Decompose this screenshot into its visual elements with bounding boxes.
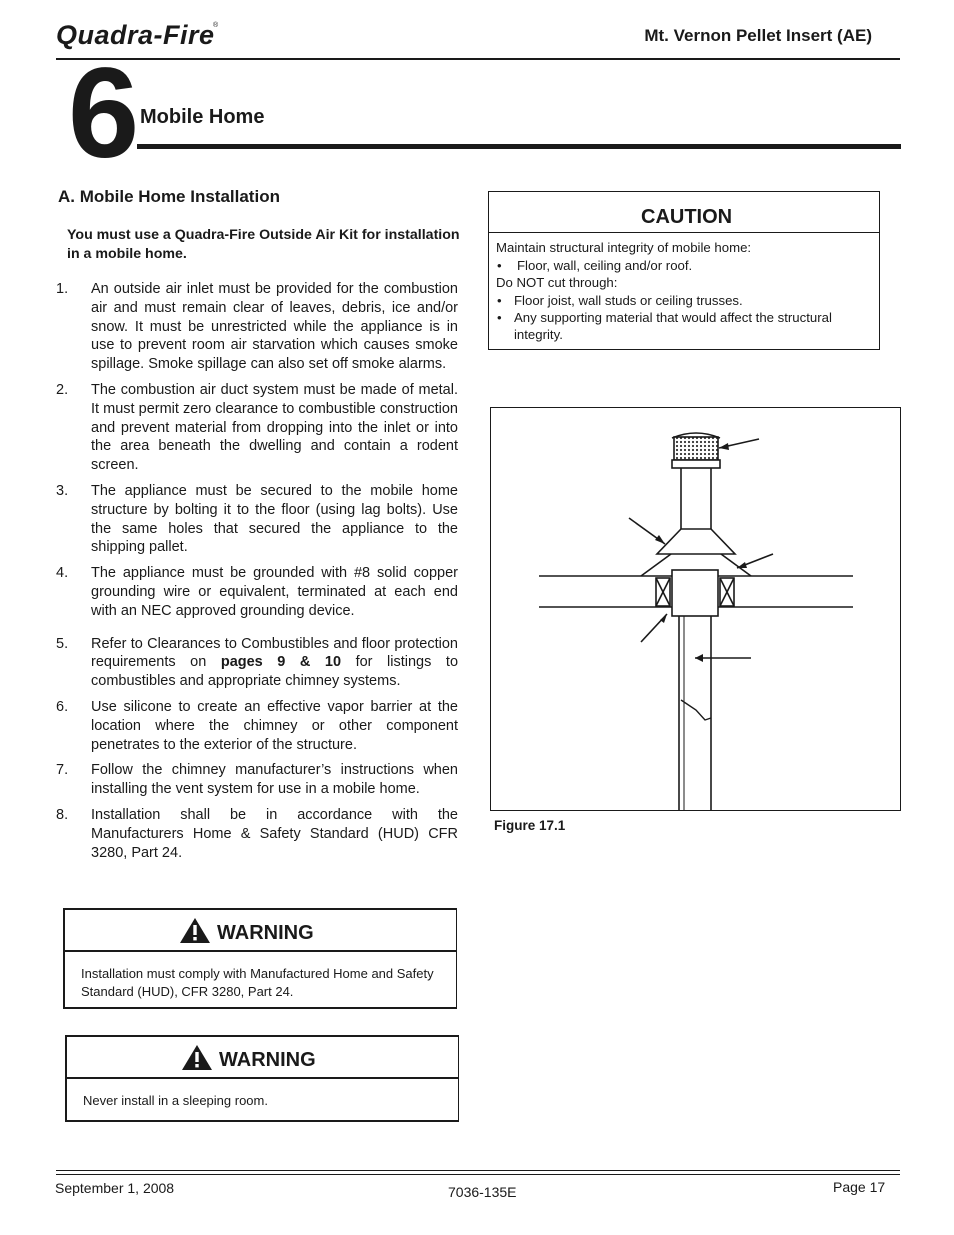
list-item <box>56 564 458 620</box>
warning-triangle-icon <box>181 1044 213 1071</box>
step-number: 3. <box>56 482 69 499</box>
list-item <box>56 381 458 475</box>
installation-steps <box>56 280 458 869</box>
bullet-glyph: • <box>497 310 502 325</box>
bullet-glyph: • <box>497 293 502 308</box>
warning-title: WARNING <box>217 922 314 944</box>
step-text: Follow the chimney manufacturer’s instructions when installing the vent system for use in a mobile home. <box>91 762 458 798</box>
chapter-number: 6 <box>68 42 136 185</box>
warning-box <box>63 908 457 1009</box>
warning-box <box>65 1035 459 1122</box>
step-text-part: Refer to Clearances to Combustibles and floor protection requirements on <box>91 635 458 671</box>
brand-logo: Quadra-Fire <box>56 20 215 50</box>
step-text: The appliance must be grounded with #8 solid copper grounding wire or equivalent, terminated at each end with an NEC approved grounding device. <box>91 565 458 619</box>
warning-header <box>65 910 456 952</box>
step-text: Use silicone to create an effective vapor barrier at the location where the chimney or other component penetrates to the exterior of the structure. <box>91 698 458 753</box>
caution-bullet <box>496 257 871 274</box>
step-text <box>91 635 458 691</box>
footer-doc-number: 7036-135E <box>448 1184 517 1200</box>
storm-collar <box>657 529 735 554</box>
caution-bullet-text: Floor joist, wall studs or ceiling trusses. <box>514 293 743 308</box>
footer-date: September 1, 2008 <box>55 1180 175 1196</box>
footer-page-number: Page 17 <box>833 1179 886 1195</box>
step-text: Installation shall be in accordance with the Manufacturers Home & Safety Standard (HUD) CFR 3280, Part 24. <box>91 806 458 861</box>
section-intro: You must use a Quadra-Fire Outside Air Kit for installation in a mobile home. <box>67 227 460 262</box>
list-item <box>56 806 458 862</box>
cap-collar <box>672 460 720 468</box>
figure-caption: Figure 17.1 <box>494 818 566 833</box>
step-number: 1. <box>56 281 69 297</box>
list-item <box>56 761 458 799</box>
caution-box <box>488 191 880 350</box>
step-number: 7. <box>56 762 69 779</box>
registered-mark: ® <box>213 22 219 29</box>
caution-bullet <box>496 309 871 343</box>
list-item <box>56 482 458 557</box>
spark-arrestor-mesh <box>674 437 718 460</box>
warning-text: Never install in a sleeping room. <box>83 1093 268 1108</box>
step-number: 4. <box>56 565 69 582</box>
step-number: 2. <box>56 381 69 398</box>
step-text-part: for listings to combustibles and appropriate chimney systems. <box>91 654 459 690</box>
list-item <box>56 698 458 754</box>
footer-rule <box>56 1174 900 1175</box>
list-item <box>56 635 458 691</box>
list-item <box>56 280 458 374</box>
break-mark <box>681 700 711 720</box>
section-heading: A. Mobile Home Installation <box>58 187 280 206</box>
caution-bullet-text: Floor, wall, ceiling and/or roof. <box>517 258 693 273</box>
figure-diagram <box>490 407 901 811</box>
warning-title: WARNING <box>219 1049 316 1071</box>
step-number: 5. <box>56 635 69 652</box>
caution-line: Do NOT cut through: <box>496 275 618 290</box>
document-title: Mt. Vernon Pellet Insert (AE) <box>644 26 872 45</box>
caution-title: CAUTION <box>641 206 733 228</box>
chimney-diagram <box>491 408 900 810</box>
caution-body <box>496 239 871 343</box>
step-number: 6. <box>56 698 69 715</box>
step-text: The appliance must be secured to the mobile home structure by bolting it to the floor (using lag bolts). Use the same holes that secured the appliance to the shipping pallet. <box>91 482 458 556</box>
caution-line: Maintain structural integrity of mobile home: <box>496 240 752 255</box>
bullet-glyph: • <box>497 258 502 273</box>
caution-rule <box>489 232 879 233</box>
step-text: The combustion air duct system must be made of metal. It must permit zero clearance to combustible construction and prevent material from dropping into the inlet or into the area beneath the dwelling and contain a rodent screen. <box>91 381 458 474</box>
caution-bullet <box>496 292 871 309</box>
warning-triangle-icon <box>179 917 211 944</box>
chapter-rule <box>137 144 901 149</box>
warning-text: Installation must comply with Manufactured Home and Safety Standard (HUD), CFR 3280, Part 24. <box>81 966 434 999</box>
step-number: 8. <box>56 806 69 823</box>
warning-header <box>67 1037 458 1079</box>
caution-bullet-text: Any supporting material that would affect the structural integrity. <box>514 310 832 342</box>
ceiling-support <box>672 570 718 616</box>
step-text: An outside air inlet must be provided for the combustion air and must remain clear of leaves, debris, ice and/or snow. It must be unrestricted while the appliance is in use to prevent room air starvation which causes smoke spillage. Smoke spillage can also set off smoke alarms. <box>91 281 458 373</box>
footer-rule <box>56 1170 900 1171</box>
chapter-title: Mobile Home <box>140 106 265 128</box>
page-reference: pages 9 & 10 <box>220 654 342 671</box>
header-rule <box>56 58 900 60</box>
